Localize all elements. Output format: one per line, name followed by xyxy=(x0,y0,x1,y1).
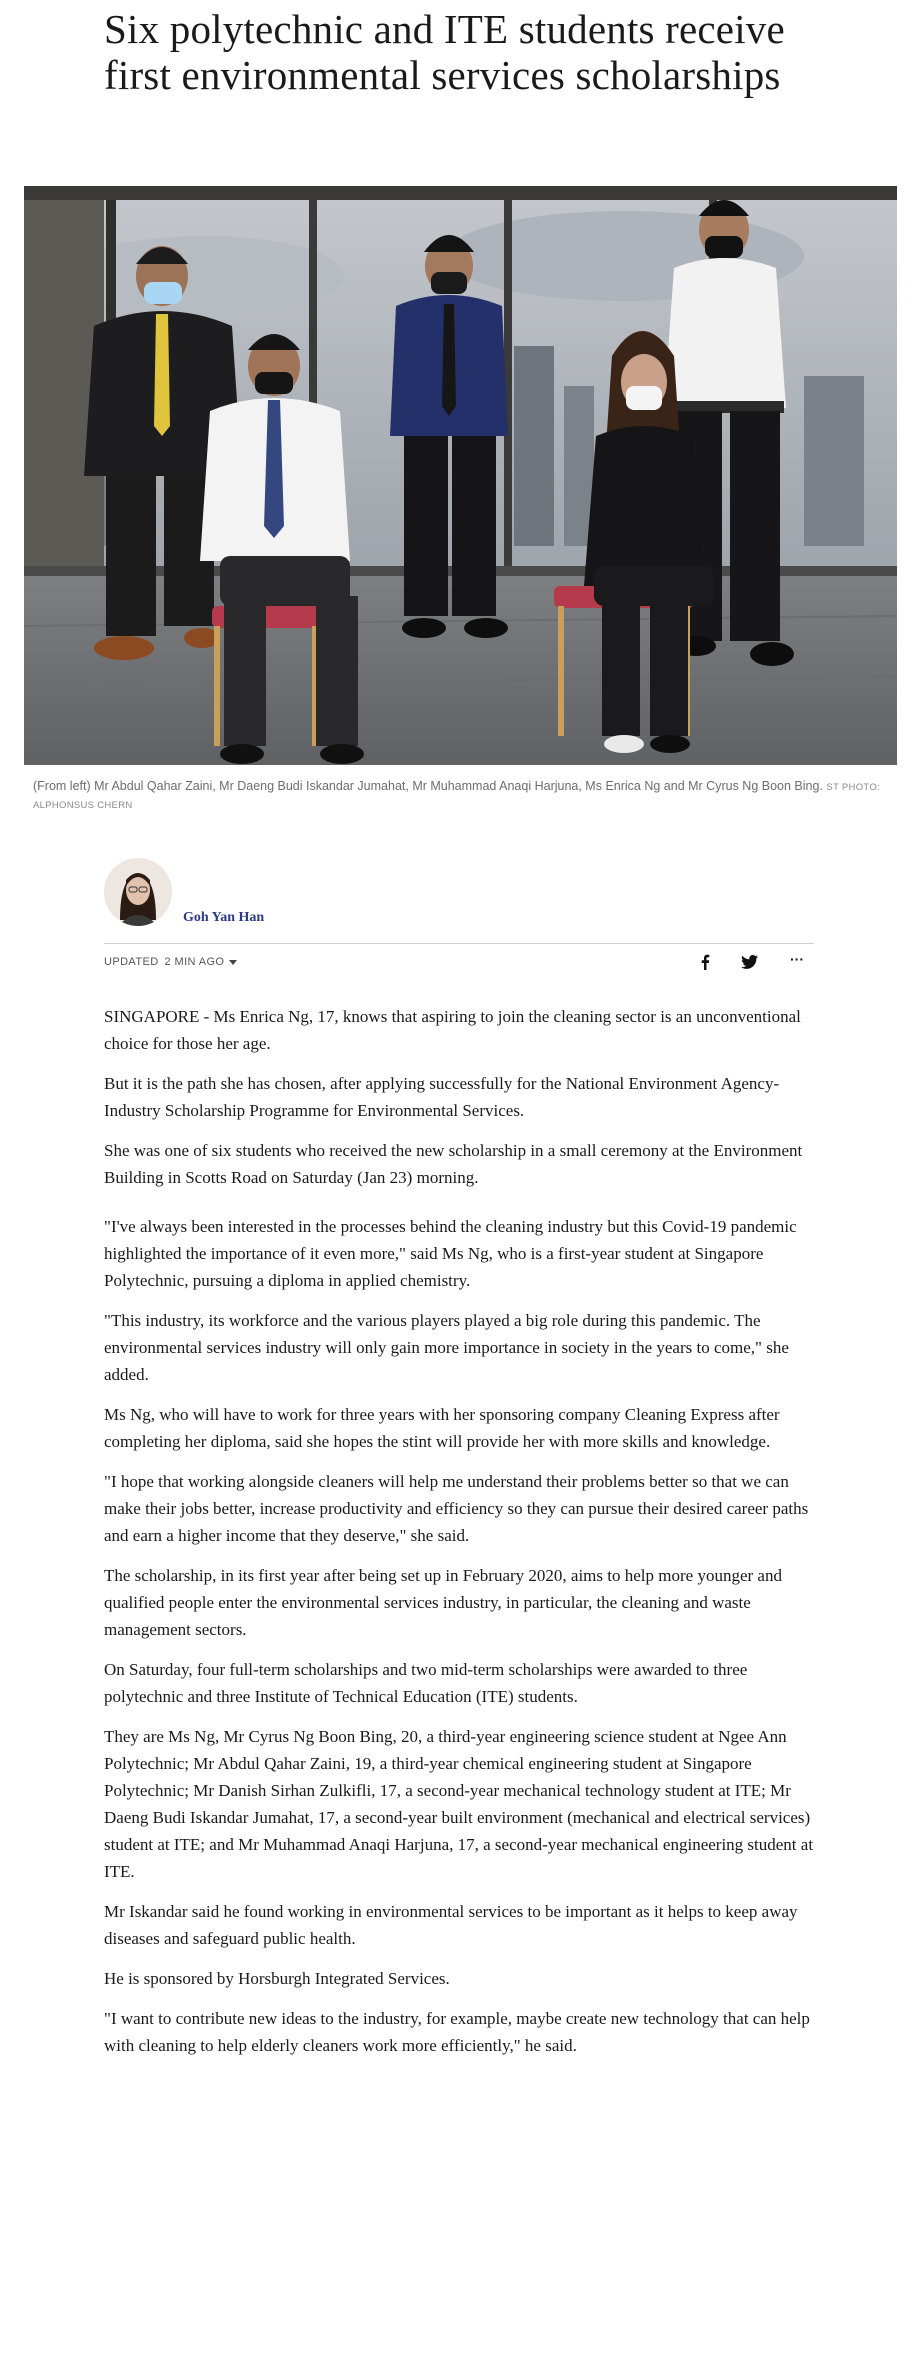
updated-dropdown[interactable] xyxy=(104,956,237,968)
chevron-down-icon xyxy=(229,960,237,965)
paragraph: "I want to contribute new ideas to the industry, for example, maybe create new technology that can help with cleaning to help elderly cleaners work more efficiently," he said. xyxy=(104,2009,810,2055)
paragraph: "I've always been interested in the processes behind the cleaning industry but this Covid-19 pandemic highlighted the importance of it even more," said Ms Ng, who is a first-year student at Singapore Polytechnic, pursuing a diploma in applied chemistry. xyxy=(104,1217,797,1290)
paragraph: "This industry, its workforce and the various players played a big role during this pandemic. The environmental services industry will only gain more importance in society in the years to come," she added. xyxy=(104,1311,789,1384)
paragraph: SINGAPORE - Ms Enrica Ng, 17, knows that aspiring to join the cleaning sector is an unconventional choice for those her age. xyxy=(104,1007,801,1053)
updated-time: 2 MIN AGO xyxy=(164,956,225,968)
article-meta-bar xyxy=(104,943,814,984)
author-avatar[interactable] xyxy=(104,858,172,926)
paragraph: The scholarship, in its first year after being set up in February 2020, aims to help more younger and qualified people enter the environmental services industry, in particular, the cleaning and waste management sectors. xyxy=(104,1566,782,1639)
author-block xyxy=(104,858,814,938)
photo-illustration xyxy=(24,186,897,765)
more-icon: ··· xyxy=(790,951,804,967)
paragraph: They are Ms Ng, Mr Cyrus Ng Boon Bing, 20, a third-year engineering science student at Ngee Ann Polytechnic; Mr Abdul Qahar Zaini, 19, a third-year chemical engineering student at Singapore Polytechnic; Mr Danish Sirhan Zulkifli, 17, a second-year mechanical technology student at ITE; Mr Daeng Budi Iskandar Jumahat, 17, a second-year built environment (mechanical and electrical services) student at ITE; and Mr Muhammad Anaqi Harjuna, 17, a second-year mechanical engineering student at ITE. xyxy=(104,1727,814,1881)
paragraph: But it is the path she has chosen, after applying successfully for the National Environment Agency-Industry Scholarship Programme for Environmental Services. xyxy=(104,1074,780,1120)
updated-label: UPDATED xyxy=(104,956,159,968)
caption-text: (From left) Mr Abdul Qahar Zaini, Mr Daeng Budi Iskandar Jumahat, Mr Muhammad Anaqi Harjuna, Ms Enrica Ng and Mr Cyrus Ng Boon Bing. xyxy=(33,779,823,793)
paragraph: She was one of six students who received the new scholarship in a small ceremony at the Environment Building in Scotts Road on Saturday (Jan 23) morning. xyxy=(104,1141,803,1187)
paragraph: He is sponsored by Horsburgh Integrated Services. xyxy=(104,1969,450,1988)
photo-caption xyxy=(33,778,883,814)
paragraph: "I hope that working alongside cleaners will help me understand their problems better so that we can make their jobs better, increase productivity and efficiency so they can pursue their desired career paths and earn a higher income that they deserve," she said. xyxy=(104,1472,809,1545)
article-headline: Six polytechnic and ITE students receive first environmental services scholarships xyxy=(104,6,785,98)
avatar-illustration xyxy=(104,858,172,926)
paragraph: Ms Ng, who will have to work for three years with her sponsoring company Cleaning Express after completing her diploma, said she hopes the stint will provide her with more skills and knowledge. xyxy=(104,1405,780,1451)
article-body xyxy=(104,1003,816,2072)
facebook-icon xyxy=(698,954,712,970)
twitter-icon xyxy=(741,954,759,970)
paragraph: On Saturday, four full-term scholarships and two mid-term scholarships were awarded to three polytechnic and three Institute of Technical Education (ITE) students. xyxy=(104,1660,748,1706)
more-share-button[interactable] xyxy=(790,951,804,967)
author-name-link[interactable]: Goh Yan Han xyxy=(183,910,265,925)
twitter-share-button[interactable] xyxy=(741,954,759,970)
article-photo[interactable] xyxy=(24,186,897,765)
photo-credit: ST PHOTO: ALPHONSUS CHERN xyxy=(33,782,880,811)
paragraph: Mr Iskandar said he found working in environmental services to be important as it helps to keep away diseases and safeguard public health. xyxy=(104,1902,798,1948)
facebook-share-button[interactable] xyxy=(698,954,712,970)
